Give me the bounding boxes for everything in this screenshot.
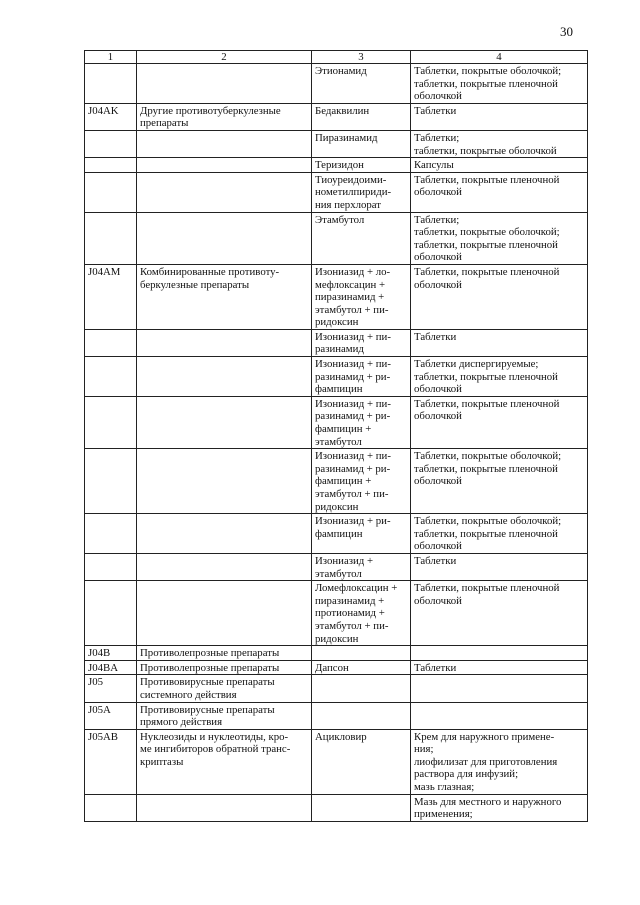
table-row <box>85 660 588 675</box>
drug-name-cell: Тиоуреидоими- нометилпириди- ния перхлорат <box>312 172 411 212</box>
group-name-cell <box>137 158 312 173</box>
drug-name-cell: Изониазид + этамбутол <box>312 553 411 580</box>
group-name-cell <box>137 449 312 514</box>
header-col-4: 4 <box>411 51 588 64</box>
page-number: 30 <box>560 24 573 39</box>
dosage-form-cell: Таблетки, покрытые пленочной оболочкой <box>411 264 588 329</box>
table-row <box>85 212 588 264</box>
group-name-cell: Нуклеозиды и нуклеотиды, кро- ме ингибиторов обратной транс- криптазы <box>137 729 312 794</box>
group-name-cell: Комбинированные противоту- беркулезные препараты <box>137 264 312 329</box>
drug-name-cell: Изониазид + пи- разинамид + ри- фампицин + этамбутол + пи- ридоксин <box>312 449 411 514</box>
dosage-form-cell: Таблетки <box>411 103 588 130</box>
drug-name-cell: Изониазид + ри- фампицин <box>312 514 411 554</box>
group-name-cell: Другие противотуберкулезные препараты <box>137 103 312 130</box>
dosage-form-cell: Таблетки; таблетки, покрытые оболочкой <box>411 130 588 157</box>
dosage-form-cell: Мазь для местного и наружного применения; <box>411 794 588 821</box>
drug-name-cell: Бедаквилин <box>312 103 411 130</box>
header-col-1: 1 <box>85 51 137 64</box>
group-name-cell <box>137 64 312 104</box>
group-name-cell <box>137 581 312 646</box>
group-name-cell <box>137 794 312 821</box>
atc-code-cell: J05 <box>85 675 137 702</box>
drug-name-cell: Изониазид + пи- разинамид + ри- фампицин + этамбутол <box>312 396 411 448</box>
drug-name-cell <box>312 702 411 729</box>
dosage-form-cell: Таблетки диспергируемые; таблетки, покрытые пленочной оболочкой <box>411 357 588 397</box>
drug-name-cell: Теризидон <box>312 158 411 173</box>
drug-name-cell: Изониазид + пи- разинамид + ри- фампицин <box>312 357 411 397</box>
drug-name-cell: Изониазид + пи- разинамид <box>312 329 411 356</box>
group-name-cell <box>137 172 312 212</box>
drug-table-body <box>85 51 588 822</box>
table-row <box>85 103 588 130</box>
group-name-cell <box>137 553 312 580</box>
drug-name-cell: Пиразинамид <box>312 130 411 157</box>
group-name-cell: Противовирусные препараты прямого действия <box>137 702 312 729</box>
dosage-form-cell <box>411 646 588 661</box>
atc-code-cell: J04AK <box>85 103 137 130</box>
dosage-form-cell: Таблетки <box>411 329 588 356</box>
atc-code-cell <box>85 158 137 173</box>
group-name-cell <box>137 329 312 356</box>
atc-code-cell: J04B <box>85 646 137 661</box>
atc-code-cell <box>85 396 137 448</box>
table-row <box>85 729 588 794</box>
dosage-form-cell: Таблетки, покрытые пленочной оболочкой <box>411 172 588 212</box>
dosage-form-cell: Таблетки; таблетки, покрытые оболочкой; таблетки, покрытые пленочной оболочкой <box>411 212 588 264</box>
dosage-form-cell: Таблетки, покрытые оболочкой; таблетки, покрытые пленочной оболочкой <box>411 449 588 514</box>
table-row <box>85 675 588 702</box>
atc-code-cell <box>85 449 137 514</box>
table-row <box>85 514 588 554</box>
drug-name-cell <box>312 675 411 702</box>
group-name-cell <box>137 514 312 554</box>
atc-code-cell <box>85 794 137 821</box>
dosage-form-cell: Таблетки <box>411 660 588 675</box>
group-name-cell <box>137 396 312 448</box>
table-row <box>85 329 588 356</box>
atc-code-cell <box>85 357 137 397</box>
atc-code-cell <box>85 172 137 212</box>
atc-code-cell: J04AM <box>85 264 137 329</box>
table-row <box>85 396 588 448</box>
dosage-form-cell: Капсулы <box>411 158 588 173</box>
header-col-2: 2 <box>137 51 312 64</box>
group-name-cell: Противолепрозные препараты <box>137 646 312 661</box>
drug-name-cell: Изониазид + ло- мефлоксацин + пиразинамид + этамбутол + пи- ридоксин <box>312 264 411 329</box>
drug-name-cell: Дапсон <box>312 660 411 675</box>
atc-code-cell <box>85 553 137 580</box>
atc-code-cell: J05AB <box>85 729 137 794</box>
drug-name-cell: Ломефлоксацин + пиразинамид + протионамид + этамбутол + пи- ридоксин <box>312 581 411 646</box>
group-name-cell <box>137 130 312 157</box>
dosage-form-cell: Таблетки, покрытые пленочной оболочкой <box>411 396 588 448</box>
atc-code-cell <box>85 329 137 356</box>
dosage-form-cell: Таблетки, покрытые оболочкой; таблетки, покрытые пленочной оболочкой <box>411 64 588 104</box>
atc-code-cell <box>85 514 137 554</box>
table-row <box>85 794 588 821</box>
table-row <box>85 264 588 329</box>
header-row <box>85 51 588 64</box>
group-name-cell <box>137 212 312 264</box>
atc-code-cell <box>85 130 137 157</box>
atc-code-cell <box>85 64 137 104</box>
atc-code-cell <box>85 212 137 264</box>
table-row <box>85 172 588 212</box>
table-row <box>85 64 588 104</box>
table-row <box>85 646 588 661</box>
drug-name-cell <box>312 646 411 661</box>
atc-code-cell <box>85 581 137 646</box>
group-name-cell <box>137 357 312 397</box>
group-name-cell: Противовирусные препараты системного действия <box>137 675 312 702</box>
atc-code-cell: J05A <box>85 702 137 729</box>
atc-code-cell: J04BA <box>85 660 137 675</box>
dosage-form-cell: Таблетки, покрытые оболочкой; таблетки, покрытые пленочной оболочкой <box>411 514 588 554</box>
table-row <box>85 357 588 397</box>
table-row <box>85 702 588 729</box>
drug-name-cell: Этамбутол <box>312 212 411 264</box>
dosage-form-cell: Крем для наружного примене- ния; лиофилизат для приготовления раствора для инфузий; мазь глазная; <box>411 729 588 794</box>
table-row <box>85 553 588 580</box>
table-row <box>85 581 588 646</box>
dosage-form-cell: Таблетки <box>411 553 588 580</box>
table-row <box>85 130 588 157</box>
header-col-3: 3 <box>312 51 411 64</box>
drug-name-cell: Этионамид <box>312 64 411 104</box>
drug-table <box>84 50 588 822</box>
dosage-form-cell <box>411 702 588 729</box>
drug-name-cell <box>312 794 411 821</box>
drug-name-cell: Ацикловир <box>312 729 411 794</box>
dosage-form-cell <box>411 675 588 702</box>
table-row <box>85 158 588 173</box>
table-row <box>85 449 588 514</box>
group-name-cell: Противолепрозные препараты <box>137 660 312 675</box>
dosage-form-cell: Таблетки, покрытые пленочной оболочкой <box>411 581 588 646</box>
